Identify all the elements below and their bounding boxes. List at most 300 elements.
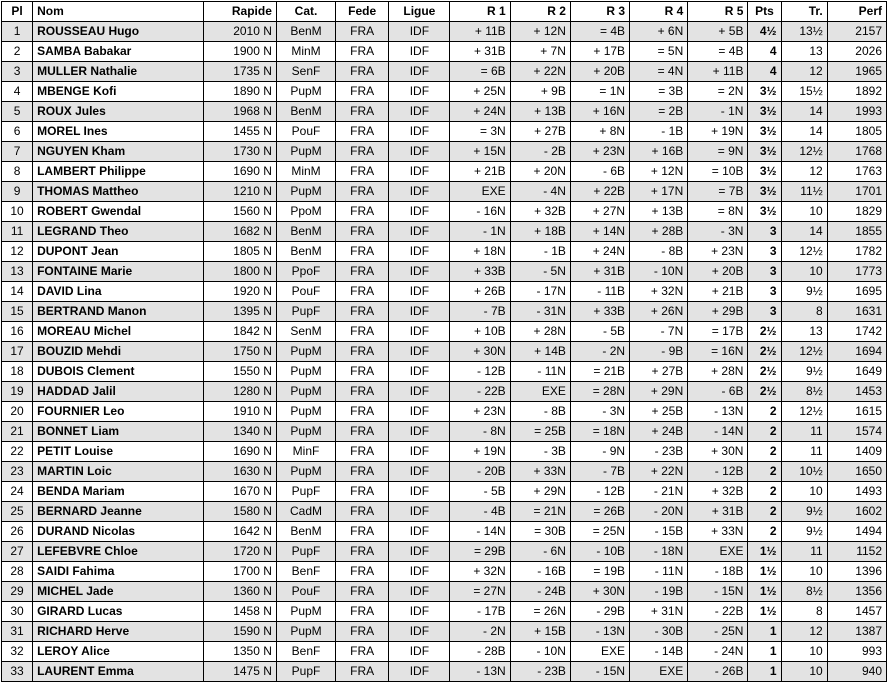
cell-pts: 2½	[748, 382, 781, 402]
cell-r4: = 3B	[630, 82, 688, 102]
cell-pts: 1	[748, 642, 781, 662]
cell-r4: - 19B	[630, 582, 688, 602]
cell-r2: - 16B	[510, 562, 570, 582]
table-row	[2, 522, 887, 542]
cell-cat: PupF	[276, 662, 335, 682]
cell-cat: BenM	[276, 22, 335, 42]
cell-r2: = 25B	[510, 422, 570, 442]
cell-tr: 9½	[781, 502, 827, 522]
cell-r5: + 11B	[688, 62, 748, 82]
col-header-cat: Cat.	[276, 2, 335, 22]
cell-r2: + 9B	[510, 82, 570, 102]
cell-r4: - 18N	[630, 542, 688, 562]
cell-rapide: 1730 N	[203, 142, 276, 162]
cell-r1: - 20B	[450, 462, 510, 482]
cell-nom: ROBERT Gwendal	[33, 202, 204, 222]
cell-r2: + 29N	[510, 482, 570, 502]
cell-r4: - 20N	[630, 502, 688, 522]
cell-rapide: 1805 N	[203, 242, 276, 262]
cell-tr: 11½	[781, 182, 827, 202]
cell-r5: = 16N	[688, 342, 748, 362]
cell-cat: PupM	[276, 82, 335, 102]
cell-perf: 1855	[827, 222, 886, 242]
cell-pts: 1½	[748, 562, 781, 582]
cell-r5: - 25N	[688, 622, 748, 642]
cell-ligue: IDF	[389, 642, 450, 662]
cell-r4: + 32N	[630, 282, 688, 302]
cell-ligue: IDF	[389, 422, 450, 442]
cell-r5: - 24N	[688, 642, 748, 662]
cell-fede: FRA	[336, 642, 389, 662]
cell-tr: 12½	[781, 402, 827, 422]
cell-rapide: 1910 N	[203, 402, 276, 422]
cell-perf: 1701	[827, 182, 886, 202]
cell-ligue: IDF	[389, 82, 450, 102]
cell-rapide: 1630 N	[203, 462, 276, 482]
cell-pl: 9	[2, 182, 33, 202]
cell-rapide: 1550 N	[203, 362, 276, 382]
cell-r5: EXE	[688, 542, 748, 562]
cell-r4: - 15B	[630, 522, 688, 542]
cell-r1: = 27N	[450, 582, 510, 602]
table-row	[2, 122, 887, 142]
cell-ligue: IDF	[389, 382, 450, 402]
cell-pts: 1	[748, 662, 781, 682]
cell-fede: FRA	[336, 662, 389, 682]
cell-r4: - 30B	[630, 622, 688, 642]
cell-pts: 3	[748, 282, 781, 302]
cell-cat: PupM	[276, 182, 335, 202]
cell-fede: FRA	[336, 182, 389, 202]
cell-pts: 3½	[748, 82, 781, 102]
cell-r5: + 33N	[688, 522, 748, 542]
cell-fede: FRA	[336, 322, 389, 342]
cell-r3: = 28N	[570, 382, 629, 402]
cell-r3: + 16N	[570, 102, 629, 122]
cell-cat: PupM	[276, 382, 335, 402]
cell-perf: 1695	[827, 282, 886, 302]
table-row	[2, 482, 887, 502]
cell-fede: FRA	[336, 102, 389, 122]
cell-pl: 4	[2, 82, 33, 102]
cell-pts: 4	[748, 42, 781, 62]
cell-r2: = 26N	[510, 602, 570, 622]
cell-pts: 4½	[748, 22, 781, 42]
cell-nom: LEROY Alice	[33, 642, 204, 662]
cell-fede: FRA	[336, 602, 389, 622]
cell-rapide: 1690 N	[203, 442, 276, 462]
table-row	[2, 582, 887, 602]
cell-r3: - 11B	[570, 282, 629, 302]
cell-r2: - 4N	[510, 182, 570, 202]
cell-pts: 2	[748, 482, 781, 502]
cell-r4: + 22N	[630, 462, 688, 482]
cell-r1: + 24N	[450, 102, 510, 122]
table-row	[2, 302, 887, 322]
cell-perf: 1494	[827, 522, 886, 542]
table-row	[2, 142, 887, 162]
table-row	[2, 262, 887, 282]
cell-tr: 14	[781, 102, 827, 122]
cell-perf: 1615	[827, 402, 886, 422]
cell-r3: - 5B	[570, 322, 629, 342]
cell-pts: 3	[748, 242, 781, 262]
cell-pl: 29	[2, 582, 33, 602]
table-row	[2, 602, 887, 622]
cell-pl: 22	[2, 442, 33, 462]
cell-r4: + 26N	[630, 302, 688, 322]
cell-r5: + 31B	[688, 502, 748, 522]
cell-r1: + 26B	[450, 282, 510, 302]
cell-nom: PETIT Louise	[33, 442, 204, 462]
cell-pts: 1½	[748, 582, 781, 602]
cell-ligue: IDF	[389, 562, 450, 582]
cell-ligue: IDF	[389, 162, 450, 182]
cell-r5: + 29B	[688, 302, 748, 322]
table-row	[2, 442, 887, 462]
cell-fede: FRA	[336, 242, 389, 262]
cell-r5: + 32B	[688, 482, 748, 502]
cell-r3: + 33B	[570, 302, 629, 322]
cell-pl: 28	[2, 562, 33, 582]
cell-pl: 27	[2, 542, 33, 562]
cell-r3: - 9N	[570, 442, 629, 462]
cell-pl: 6	[2, 122, 33, 142]
cell-r5: - 12B	[688, 462, 748, 482]
table-row	[2, 222, 887, 242]
cell-r3: = 26B	[570, 502, 629, 522]
cell-nom: RICHARD Herve	[33, 622, 204, 642]
cell-tr: 12	[781, 622, 827, 642]
cell-fede: FRA	[336, 502, 389, 522]
cell-ligue: IDF	[389, 302, 450, 322]
cell-fede: FRA	[336, 582, 389, 602]
cell-pl: 3	[2, 62, 33, 82]
cell-pl: 13	[2, 262, 33, 282]
table-row	[2, 62, 887, 82]
cell-ligue: IDF	[389, 122, 450, 142]
cell-pts: 3½	[748, 162, 781, 182]
cell-r1: + 32N	[450, 562, 510, 582]
cell-nom: HADDAD Jalil	[33, 382, 204, 402]
cell-r2: + 15B	[510, 622, 570, 642]
cell-cat: BenF	[276, 562, 335, 582]
cell-fede: FRA	[336, 622, 389, 642]
cell-ligue: IDF	[389, 102, 450, 122]
cell-cat: PpoM	[276, 202, 335, 222]
cell-r2: - 1B	[510, 242, 570, 262]
cell-r5: = 10B	[688, 162, 748, 182]
cell-perf: 1782	[827, 242, 886, 262]
cell-pts: 3½	[748, 142, 781, 162]
cell-pl: 7	[2, 142, 33, 162]
cell-ligue: IDF	[389, 182, 450, 202]
cell-pts: 2	[748, 502, 781, 522]
cell-r1: - 12B	[450, 362, 510, 382]
cell-perf: 1152	[827, 542, 886, 562]
cell-pts: 3½	[748, 122, 781, 142]
cell-ligue: IDF	[389, 42, 450, 62]
col-header-perf: Perf	[827, 2, 886, 22]
cell-nom: MBENGE Kofi	[33, 82, 204, 102]
cell-r2: + 14B	[510, 342, 570, 362]
cell-rapide: 1690 N	[203, 162, 276, 182]
cell-perf: 993	[827, 642, 886, 662]
cell-ligue: IDF	[389, 582, 450, 602]
cell-r3: = 19B	[570, 562, 629, 582]
cell-tr: 11	[781, 442, 827, 462]
cell-r2: + 13B	[510, 102, 570, 122]
cell-tr: 11	[781, 542, 827, 562]
cell-pts: 2	[748, 442, 781, 462]
cell-perf: 1457	[827, 602, 886, 622]
cell-rapide: 1475 N	[203, 662, 276, 682]
cell-r4: + 16B	[630, 142, 688, 162]
cell-pl: 10	[2, 202, 33, 222]
cell-r2: = 21N	[510, 502, 570, 522]
cell-nom: BENDA Mariam	[33, 482, 204, 502]
cell-r3: - 2N	[570, 342, 629, 362]
cell-rapide: 1735 N	[203, 62, 276, 82]
cell-pts: 2	[748, 402, 781, 422]
cell-nom: BOUZID Mehdi	[33, 342, 204, 362]
cell-ligue: IDF	[389, 22, 450, 42]
cell-r3: + 22B	[570, 182, 629, 202]
cell-r5: - 26B	[688, 662, 748, 682]
col-header-r3: R 3	[570, 2, 629, 22]
cell-fede: FRA	[336, 442, 389, 462]
cell-r2: - 2B	[510, 142, 570, 162]
cell-perf: 1829	[827, 202, 886, 222]
cell-perf: 1356	[827, 582, 886, 602]
cell-cat: PupM	[276, 362, 335, 382]
cell-r5: + 19N	[688, 122, 748, 142]
cell-rapide: 1350 N	[203, 642, 276, 662]
table-row	[2, 82, 887, 102]
cell-r3: + 23N	[570, 142, 629, 162]
cell-ligue: IDF	[389, 362, 450, 382]
cell-r5: - 22B	[688, 602, 748, 622]
cell-r4: + 28B	[630, 222, 688, 242]
cell-nom: LEGRAND Theo	[33, 222, 204, 242]
cell-pts: 3	[748, 222, 781, 242]
cell-tr: 9½	[781, 282, 827, 302]
cell-r1: + 15N	[450, 142, 510, 162]
cell-fede: FRA	[336, 342, 389, 362]
cell-tr: 11	[781, 422, 827, 442]
col-header-r1: R 1	[450, 2, 510, 22]
cell-r3: + 17B	[570, 42, 629, 62]
cell-perf: 1763	[827, 162, 886, 182]
cell-perf: 1805	[827, 122, 886, 142]
cell-r5: = 8N	[688, 202, 748, 222]
cell-r2: + 7N	[510, 42, 570, 62]
cell-pts: 2½	[748, 362, 781, 382]
cell-rapide: 1360 N	[203, 582, 276, 602]
table-row	[2, 202, 887, 222]
cell-tr: 12	[781, 62, 827, 82]
cell-r1: + 10B	[450, 322, 510, 342]
cell-cat: PupM	[276, 602, 335, 622]
cell-fede: FRA	[336, 362, 389, 382]
cell-r5: - 6B	[688, 382, 748, 402]
cell-r1: + 11B	[450, 22, 510, 42]
cell-pts: 2½	[748, 322, 781, 342]
cell-r4: + 6N	[630, 22, 688, 42]
cell-r2: - 23B	[510, 662, 570, 682]
cell-fede: FRA	[336, 162, 389, 182]
cell-tr: 10½	[781, 462, 827, 482]
cell-rapide: 1682 N	[203, 222, 276, 242]
cell-fede: FRA	[336, 382, 389, 402]
cell-cat: PupM	[276, 342, 335, 362]
cell-ligue: IDF	[389, 522, 450, 542]
cell-nom: MULLER Nathalie	[33, 62, 204, 82]
cell-r5: - 15N	[688, 582, 748, 602]
cell-r3: - 13N	[570, 622, 629, 642]
cell-pl: 20	[2, 402, 33, 422]
cell-cat: CadM	[276, 502, 335, 522]
col-header-r4: R 4	[630, 2, 688, 22]
cell-perf: 1650	[827, 462, 886, 482]
cell-cat: PouF	[276, 122, 335, 142]
cell-ligue: IDF	[389, 622, 450, 642]
cell-r1: + 19N	[450, 442, 510, 462]
cell-cat: BenM	[276, 522, 335, 542]
cell-nom: BERNARD Jeanne	[33, 502, 204, 522]
cell-rapide: 1210 N	[203, 182, 276, 202]
cell-rapide: 1800 N	[203, 262, 276, 282]
cell-r5: + 21B	[688, 282, 748, 302]
cell-rapide: 1890 N	[203, 82, 276, 102]
cell-r4: - 8B	[630, 242, 688, 262]
cell-ligue: IDF	[389, 462, 450, 482]
cell-nom: BONNET Liam	[33, 422, 204, 442]
cell-r5: + 5B	[688, 22, 748, 42]
cell-r1: = 3N	[450, 122, 510, 142]
cell-r4: - 10N	[630, 262, 688, 282]
cell-tr: 10	[781, 642, 827, 662]
cell-rapide: 2010 N	[203, 22, 276, 42]
cell-r3: + 30N	[570, 582, 629, 602]
cell-tr: 9½	[781, 522, 827, 542]
cell-nom: LEFEBVRE Chloe	[33, 542, 204, 562]
cell-r1: + 31B	[450, 42, 510, 62]
cell-pl: 8	[2, 162, 33, 182]
table-row	[2, 242, 887, 262]
cell-pts: 1½	[748, 602, 781, 622]
cell-tr: 12½	[781, 142, 827, 162]
cell-perf: 1892	[827, 82, 886, 102]
table-row	[2, 322, 887, 342]
cell-r1: - 13N	[450, 662, 510, 682]
cell-perf: 1694	[827, 342, 886, 362]
cell-pts: 3½	[748, 102, 781, 122]
cell-r2: + 32B	[510, 202, 570, 222]
cell-r3: = 21B	[570, 362, 629, 382]
cell-perf: 1773	[827, 262, 886, 282]
cell-perf: 1574	[827, 422, 886, 442]
cell-ligue: IDF	[389, 542, 450, 562]
cell-cat: PupM	[276, 422, 335, 442]
cell-pts: 4	[748, 62, 781, 82]
cell-nom: DUPONT Jean	[33, 242, 204, 262]
col-header-pts: Pts	[748, 2, 781, 22]
cell-nom: MICHEL Jade	[33, 582, 204, 602]
cell-rapide: 1455 N	[203, 122, 276, 142]
cell-pts: 3½	[748, 202, 781, 222]
cell-rapide: 1670 N	[203, 482, 276, 502]
cell-r3: - 3N	[570, 402, 629, 422]
cell-cat: BenF	[276, 642, 335, 662]
cell-r4: - 23B	[630, 442, 688, 462]
cell-perf: 1409	[827, 442, 886, 462]
cell-r1: + 21B	[450, 162, 510, 182]
cell-r5: + 28N	[688, 362, 748, 382]
cell-cat: SenM	[276, 322, 335, 342]
cell-r4: + 31N	[630, 602, 688, 622]
table-row	[2, 402, 887, 422]
cell-fede: FRA	[336, 402, 389, 422]
cell-nom: ROUSSEAU Hugo	[33, 22, 204, 42]
cell-nom: MOREAU Michel	[33, 322, 204, 342]
cell-r1: - 8N	[450, 422, 510, 442]
cell-ligue: IDF	[389, 322, 450, 342]
cell-r3: + 24N	[570, 242, 629, 262]
cell-perf: 1396	[827, 562, 886, 582]
cell-cat: PpoF	[276, 262, 335, 282]
cell-nom: GIRARD Lucas	[33, 602, 204, 622]
cell-tr: 12	[781, 162, 827, 182]
cell-pts: 2	[748, 522, 781, 542]
cell-r1: EXE	[450, 182, 510, 202]
cell-rapide: 1458 N	[203, 602, 276, 622]
cell-fede: FRA	[336, 522, 389, 542]
cell-rapide: 1590 N	[203, 622, 276, 642]
col-header-r5: R 5	[688, 2, 748, 22]
cell-r3: - 29B	[570, 602, 629, 622]
cell-pl: 24	[2, 482, 33, 502]
cell-nom: DUBOIS Clement	[33, 362, 204, 382]
col-header-tr: Tr.	[781, 2, 827, 22]
cell-cat: MinM	[276, 162, 335, 182]
cell-pts: 1	[748, 622, 781, 642]
cell-perf: 2026	[827, 42, 886, 62]
cell-nom: DAVID Lina	[33, 282, 204, 302]
cell-pl: 26	[2, 522, 33, 542]
cell-cat: BenM	[276, 242, 335, 262]
cell-r1: = 29B	[450, 542, 510, 562]
cell-rapide: 1900 N	[203, 42, 276, 62]
cell-r2: - 6N	[510, 542, 570, 562]
cell-nom: MARTIN Loic	[33, 462, 204, 482]
cell-cat: PouF	[276, 282, 335, 302]
cell-pts: 2½	[748, 342, 781, 362]
cell-r3: + 8N	[570, 122, 629, 142]
cell-perf: 1768	[827, 142, 886, 162]
cell-tr: 8	[781, 602, 827, 622]
cell-r4: - 11N	[630, 562, 688, 582]
cell-cat: BenM	[276, 222, 335, 242]
table-row	[2, 462, 887, 482]
cell-rapide: 1642 N	[203, 522, 276, 542]
cell-rapide: 1340 N	[203, 422, 276, 442]
cell-ligue: IDF	[389, 222, 450, 242]
col-header-pl: Pl	[2, 2, 33, 22]
cell-r2: = 30B	[510, 522, 570, 542]
cell-tr: 8½	[781, 582, 827, 602]
table-row	[2, 382, 887, 402]
